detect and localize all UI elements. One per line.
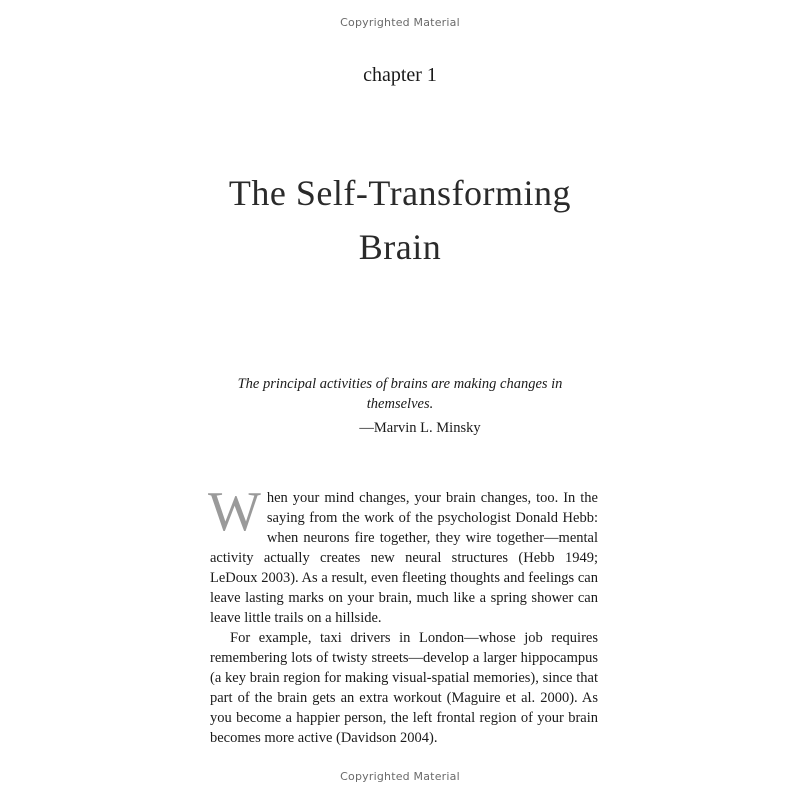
chapter-title xyxy=(0,166,800,274)
paragraph-1-text: hen your mind changes, your brain changes, too. In the saying from the work of the psychologist Donald Hebb: when neurons fire together, they wire together—mental activity actually creates new neural structures (Hebb 1949; LeDoux 2003). As a result, even fleeting thoughts and feelings can leave lasting marks on your brain, much like a spring shower can leave little trails on a hillside. xyxy=(210,490,598,626)
epigraph xyxy=(230,374,570,437)
body-text xyxy=(208,481,598,748)
epigraph-quote: The principal activities of brains are making changes in themselves. xyxy=(237,376,563,412)
paragraph-2: For example, taxi drivers in London—whose job requires remembering lots of twisty streets—develop a larger hippocampus (a key brain region for making visual-spatial memories), since that part of the brain gets an extra workout (Maguire et al. 2000). As you become a happier person, the left frontal region of your brain becomes more active (Davidson 2004). xyxy=(210,630,598,746)
chapter-title-line-1: The Self-Transforming xyxy=(228,173,572,213)
epigraph-author: —Marvin L. Minsky xyxy=(359,420,481,436)
chapter-title-line-2: Brain xyxy=(358,227,442,267)
copyright-watermark-top: Copyrighted Material xyxy=(340,16,460,29)
copyright-watermark-bottom: Copyrighted Material xyxy=(340,770,460,783)
chapter-label: chapter 1 xyxy=(363,64,437,86)
paragraph-1 xyxy=(208,481,598,628)
drop-cap: W xyxy=(208,481,261,543)
